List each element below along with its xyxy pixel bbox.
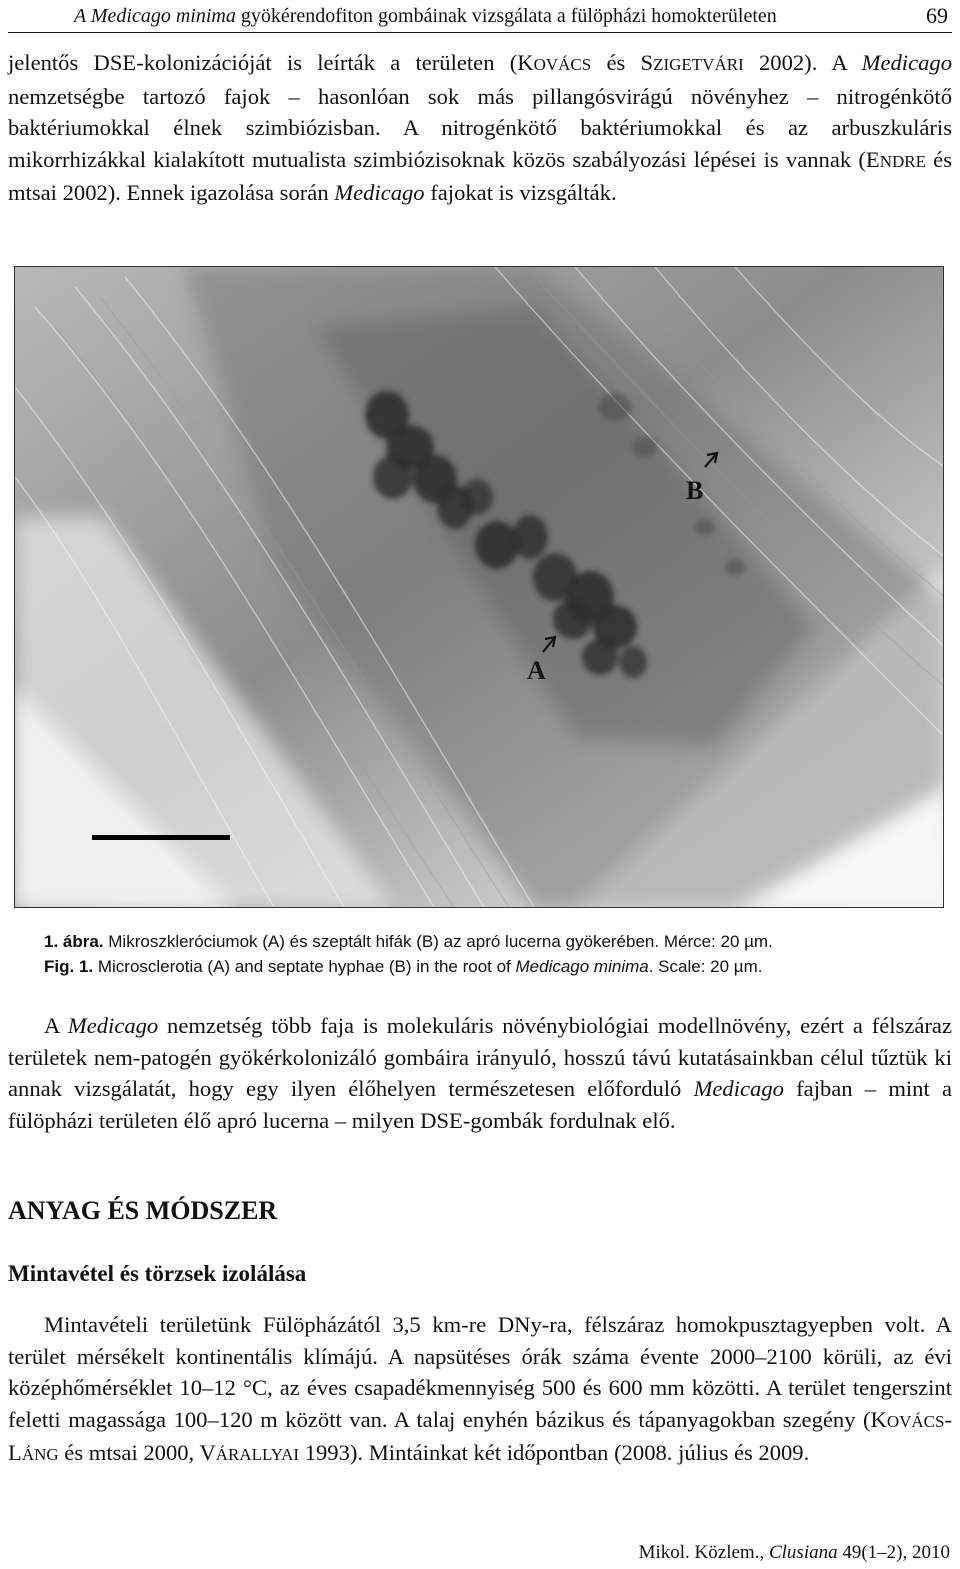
scale-bar bbox=[92, 835, 230, 840]
journal-footer: Mikol. Közlem., Clusiana 49(1–2), 2010 bbox=[638, 1542, 950, 1563]
methods-paragraph: Mintavételi területünk Fülöpházától 3,5 km-re DNy-ra, félszáraz homokpusztagyepben volt. A terület mérsékelt kontinentális klímájú. A napsütéses órák száma évente 2000–2100 körüli, az évi középhőmérséklet 10–12 °C, az éves csapadékmennyiség 500 és 600 mm közötti. A terület tengerszint feletti magassága 100–120 m között van. A talaj enyhén bázikus és tápanyagokban szegény (KOVÁCS-LÁNG és mtsai 2000, VÁRALLYAI 1993). Mintáinkat két időpontban (2008. július és 2009. bbox=[8, 1312, 952, 1465]
page-number: 69 bbox=[926, 3, 948, 28]
micrograph-image bbox=[15, 267, 944, 908]
label-a: A bbox=[527, 656, 546, 685]
running-header bbox=[8, 2, 952, 33]
body-paragraph: A Medicago nemzetség több faja is molekuláris növénybiológiai modellnövény, ezért a félszáraz területek nem-patogén gyökérkolonizáló gombáira irányuló, hosszú távú kutatásainkban célul tűztük ki annak vizsgálatát, hogy egy ilyen élőhelyen természetesen előforduló Medicago fajban – mint a fülöpházi területen élő apró lucerna – milyen DSE-gombák fordulnak elő. bbox=[8, 1013, 952, 1133]
running-header-title: A Medicago minima gyökérendofiton gombáinak vizsgálata a fülöpházi homokterületen bbox=[74, 5, 777, 27]
figure-caption-en: Fig. 1. Microsclerotia (A) and septate hyphae (B) in the root of Medicago minima. Scale: 20 µm. bbox=[44, 957, 763, 976]
label-b: B bbox=[686, 476, 704, 505]
intro-paragraph: jelentős DSE-kolonizációját is leírták a területen (KOVÁCS és SZIGETVÁRI 2002). A Medicago nemzetségbe tartozó fajok – hasonlóan sok más pillangósvirágú növényhez – nitrogénkötő baktériumokkal élnek szimbiózisban. A nitrogénkötő baktériumokkal és az arbuszkuláris mikorrhizákkal kialakított mutualista szimbiózisoknak közös szabályozási lépései is vannak (ENDRE és mtsai 2002). Ennek igazolása során Medicago fajokat is vizsgálták. bbox=[8, 50, 952, 205]
figure-caption-hu: 1. ábra. Mikroszkleróciumok (A) és szeptált hifák (B) az apró lucerna gyökerében. Mérce: 20 µm. bbox=[44, 932, 773, 951]
section-title: ANYAG ÉS MÓDSZER bbox=[8, 1196, 278, 1225]
subsection-title: Mintavétel és törzsek izolálása bbox=[8, 1261, 307, 1286]
micrograph-figure bbox=[14, 266, 944, 908]
